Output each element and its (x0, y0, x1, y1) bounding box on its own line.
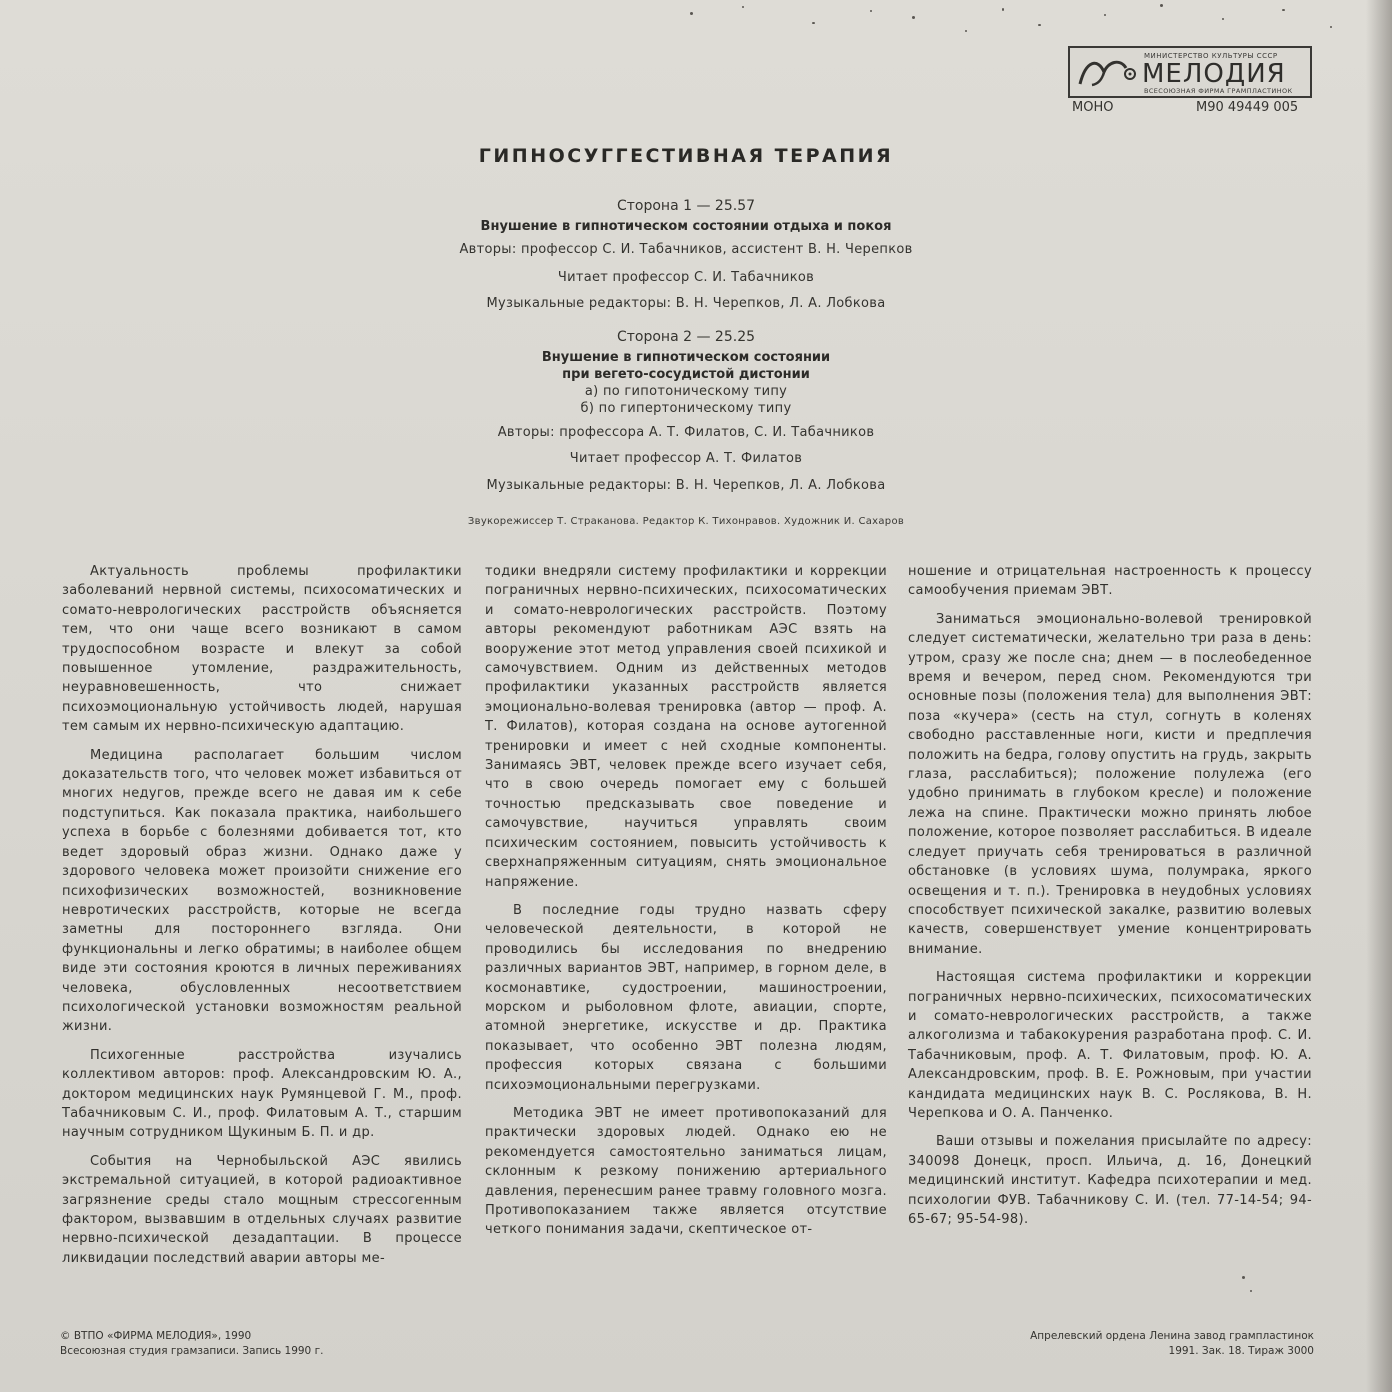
footer-right (988, 1329, 1314, 1359)
text-column-1 (62, 562, 462, 1277)
paragraph: Ваши отзывы и пожелания присылайте по адресу: 340098 Донецк, просп. Ильича, д. 16, Донецкий медицинский институт. Кафедра психотерапии и мед. психологии ФУВ. Табачникову С. И. (тел. 77-14-54; 94-65-67; 95-54-98). (908, 1134, 1312, 1227)
dust-speck (1222, 18, 1224, 20)
paragraph: Заниматься эмоционально-волевой тренировкой следует систематически, желательно три раза в день: утром, сразу же после сна; днем — в послеобеденное время и вечером, перед сном. Рекомендуются три основные позы (положения тела) для выполнения ЭВТ: поза «кучера» (сесть на стул, согнуть в коленях свободно расставленные ноги, кисти и предплечия положить на бедра, голову опустить на грудь, закрыть глаза, расслабиться); положение полулежа (его удобно принимать в глубоком кресле) и положение лежа на спине. Практически можно принять любое положение, которое позволяет расслабиться. В идеале следует приучать себя тренироваться в различной обстановке (в условиях шума, полумрака, яркого освещения и т. п.). Тренировка в неудобных условиях способствует психической закалке, развитию волевых качеств, совершенствует умение концентрировать внимание. (908, 611, 1312, 957)
dust-speck (1038, 24, 1041, 26)
side2-item-b: б) по гипертоническому типу (580, 401, 792, 416)
dust-speck (1242, 1276, 1245, 1279)
footer-left (60, 1329, 323, 1359)
order-text: 1991. Зак. 18. Тираж 3000 (1168, 1345, 1314, 1357)
dust-speck (1104, 14, 1106, 16)
side1-work: Внушение в гипнотическом состоянии отдыха и покоя (480, 219, 892, 234)
melodiya-logo (1068, 46, 1312, 98)
dust-speck (1002, 8, 1004, 11)
text-column-2 (485, 562, 887, 1249)
dust-speck (1282, 9, 1285, 11)
production-credits: Звукорежиссер Т. Страканова. Редактор К. Тихонравов. Художник И. Сахаров (467, 516, 905, 527)
side2-work-line1: Внушение в гипнотическом состоянии (541, 350, 831, 365)
logo-firm-text: ВСЕСОЮЗНАЯ ФИРМА ГРАМПЛАСТИНОК (1144, 87, 1293, 95)
paragraph: Медицина располагает большим числом доказательств того, что человек может избавиться от многих недугов, прежде всего не давая им к себе подступиться. Как показала практика, наибольшего успеха в борьбе с болезнями добивается тот, кто ведет здоровый образ жизни. Однако даже у здорового человека может произойти снижение его психофизических возможностей, возникновение невротических расстройств, которые не всегда заметны для постороннего взгляда. Они функциональны и легко обратимы; в наиболее общем виде эти состояния кроются в личных переживаниях человека, обусловленных несоответствием психологической установки возможностям реальной жизни. (62, 747, 462, 1035)
paragraph: ношение и отрицательная настроенность к процессу самообучения приемам ЭВТ. (908, 564, 1312, 599)
plant-text: Апрелевский ордена Ленина завод грампластинок (1030, 1330, 1314, 1342)
logo-ministry-text: МИНИСТЕРСТВО КУЛЬТУРЫ СССР (1144, 52, 1278, 60)
melodiya-emblem-icon (1076, 54, 1138, 90)
paragraph: В последние годы трудно назвать сферу человеческой деятельности, в которой не проводились бы исследования по внедрению различных вариантов ЭВТ, например, в горном деле, в космонавтике, судостроении, машиностроении, морском и рыболовном флоте, авиации, спорте, атомной энергетике, искусстве и др. Практика показывает, что особенно ЭВТ полезна людям, профессия которых связана с большими психоэмоциональными перегрузками. (485, 902, 887, 1093)
side1-heading: Сторона 1 — 25.57 (616, 198, 756, 214)
copyright-text: © ВТПО «ФИРМА МЕЛОДИЯ», 1990 (60, 1330, 252, 1342)
text-column-3 (908, 562, 1312, 1238)
dust-speck (1330, 26, 1332, 28)
side1-editors: Музыкальные редакторы: В. Н. Черепков, Л. А. Лобкова (486, 296, 886, 311)
paragraph: Настоящая система профилактики и коррекции пограничных нервно-психических, психосоматических и сомато-неврологических расстройств, а также алкоголизма и табакокурения разработана проф. С. И. Табачниковым, проф. А. Т. Филатовым, проф. Ю. А. Александровским, проф. В. Е. Рожновым, при участии кандидата медицинских наук В. С. Рослякова, В. Н. Черепкова и О. А. Панченко. (908, 970, 1312, 1121)
dust-speck (912, 16, 915, 19)
side2-reader: Читает профессор А. Т. Филатов (569, 451, 803, 466)
side2-authors: Авторы: профессора А. Т. Филатов, С. И. Табачников (497, 425, 875, 440)
dust-speck (965, 30, 967, 32)
dust-speck (742, 6, 744, 8)
catalog-number: М90 49449 005 (1196, 100, 1299, 115)
paragraph: тодики внедряли систему профилактики и коррекции пограничных нервно-психических, психосоматических и сомато-неврологических расстройств. Поэтому авторы рекомендуют работникам АЭС взять на вооружение этот метод управления своей психикой и самочувствием. Одним из действенных методов профилактики указанных расстройств является эмоционально-волевая тренировка (автор — проф. А. Т. Филатов), которая создана на основе аутогенной тренировки и имеет с ней сходные компоненты. Занимаясь ЭВТ, человек прежде всего изучает себя, что в свою очередь помогает ему с большей точностью предсказывать свое поведение и самочувствие, научиться управлять своим психическим состоянием, повысить устойчивость к сверхнапряженным ситуациям, снять эмоциональное напряжение. (485, 564, 887, 890)
dust-speck (1250, 1290, 1252, 1292)
album-title: ГИПНОСУГГЕСТИВНАЯ ТЕРАПИЯ (478, 145, 894, 167)
dust-speck (812, 22, 815, 24)
side2-heading: Сторона 2 — 25.25 (616, 329, 756, 345)
side2-work-line2: при вегето-сосудистой дистонии (562, 367, 810, 382)
paragraph: Психогенные расстройства изучались коллективом авторов: проф. Александровским Ю. А., доктором медицинских наук Румянцевой Г. М., проф. Табачниковым С. И., проф. Филатовым А. Т., старшим научным сотрудником Щукиным Б. П. и др. (62, 1047, 462, 1141)
paragraph: Актуальность проблемы профилактики заболеваний нервной системы, психосоматических и сомато-неврологических расстройств объясняется тем, что они чаще всего возникают в самом трудоспособном возрасте и влекут за собой повышенное утомление, раздражительность, неуравновешенность, что снижает психоэмоциональную устойчивость людей, нарушая тем самым их нервно-психическую адаптацию. (62, 564, 462, 735)
dust-speck (690, 12, 693, 15)
logo-name: МЕЛОДИЯ (1142, 59, 1286, 89)
paragraph: Методика ЭВТ не имеет противопоказаний для практически здоровых людей. Однако ею не рекомендуется самостоятельно заниматься лицам, склонным к резкому понижению артериального давления, перенесшим ранее травму головного мозга. Противопоказанием также является отсутствие четкого понимания задачи, скептическое от- (485, 1105, 887, 1238)
dust-speck (870, 10, 872, 12)
side1-reader: Читает профессор С. И. Табачников (557, 270, 815, 285)
studio-text: Всесоюзная студия грамзаписи. Запись 1990 г. (60, 1345, 324, 1357)
side2-editors: Музыкальные редакторы: В. Н. Черепков, Л. А. Лобкова (486, 478, 886, 493)
side2-item-a: а) по гипотоническому типу (584, 384, 788, 399)
record-format: МОНО (1072, 100, 1114, 115)
dust-speck (1160, 4, 1163, 7)
paragraph: События на Чернобыльской АЭС явились экстремальной ситуацией, в которой радиоактивное загрязнение среды стало мощным стрессогенным фактором, вызвавшим в отдельных случаях развитие нервно-психической дезадаптации. В процессе ликвидации последствий аварии авторы ме- (62, 1153, 462, 1266)
side1-authors: Авторы: профессор С. И. Табачников, ассистент В. Н. Черепков (459, 242, 913, 257)
